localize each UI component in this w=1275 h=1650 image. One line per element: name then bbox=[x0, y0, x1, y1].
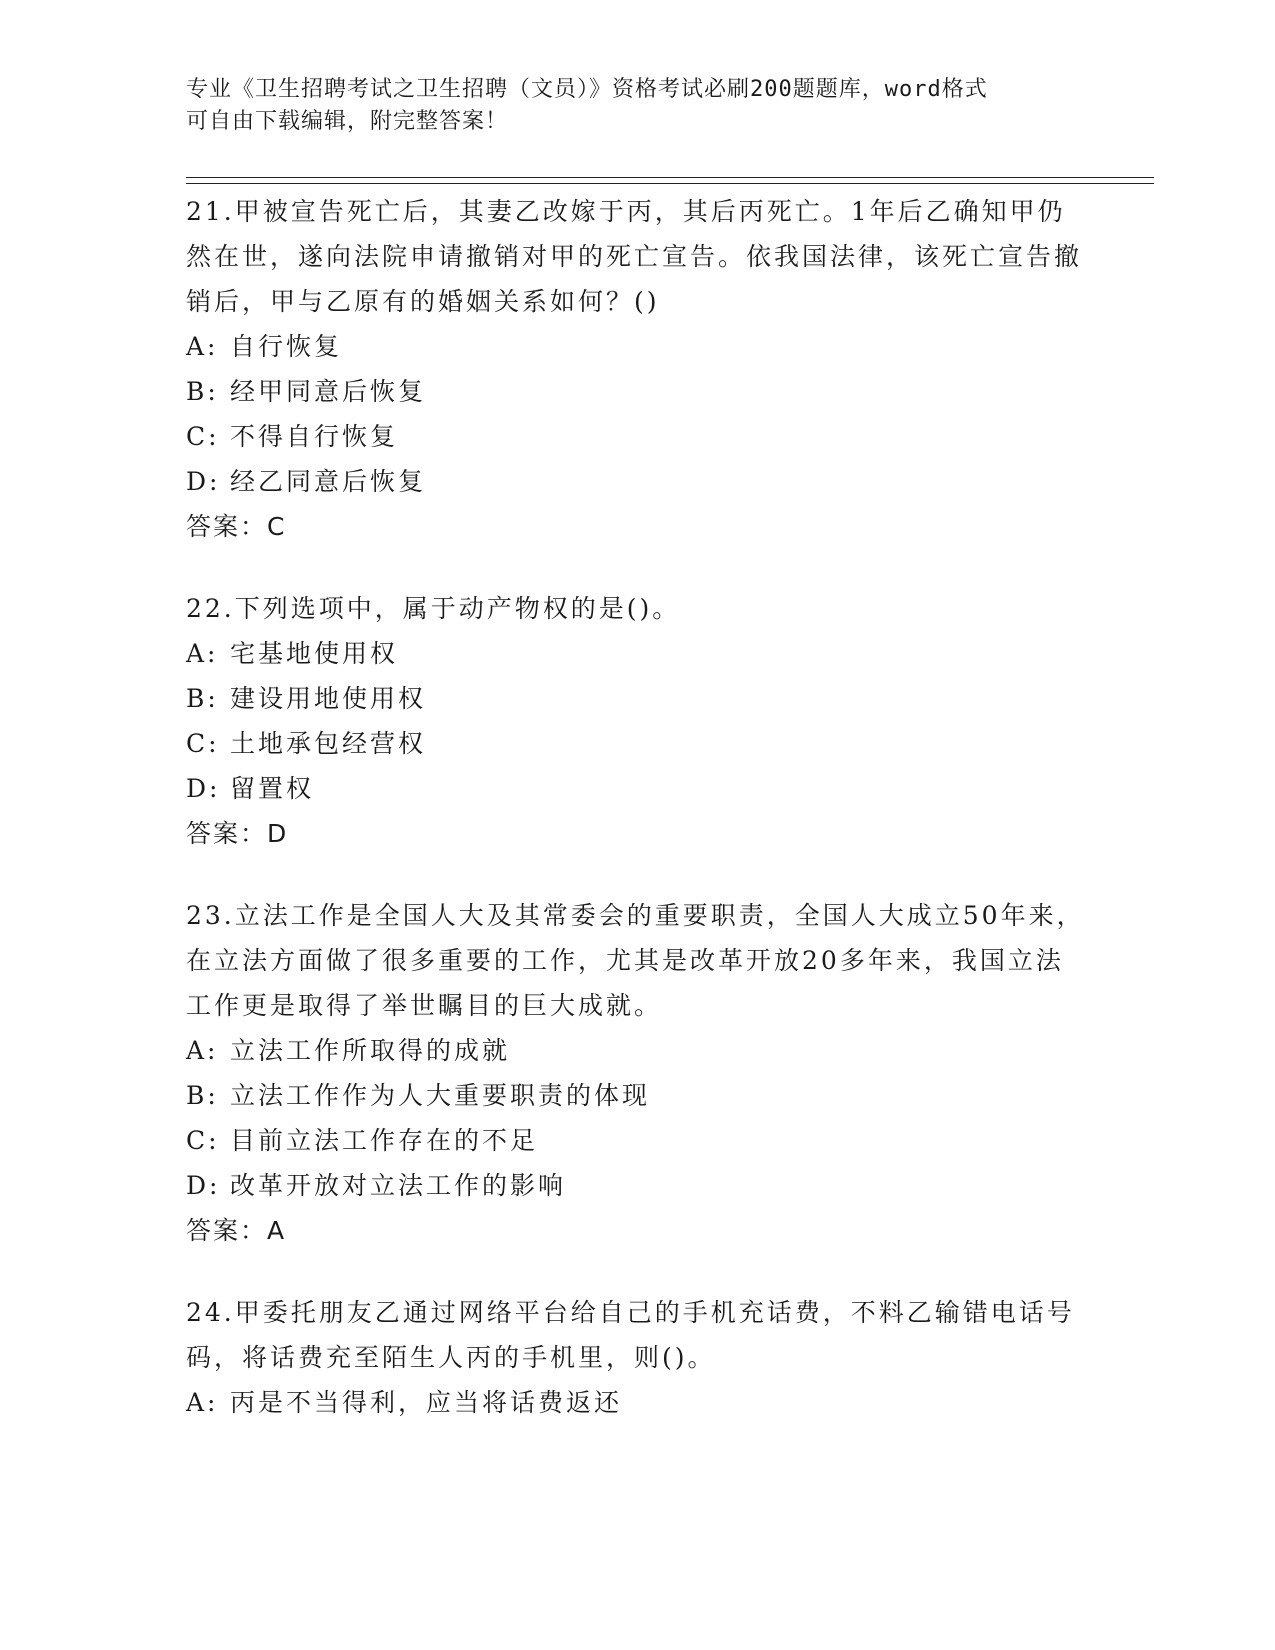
question-21 bbox=[186, 189, 1086, 549]
option-b bbox=[186, 1073, 1086, 1118]
option-text: 宅基地使用权 bbox=[230, 639, 399, 668]
option-text: 丙是不当得利，应当将话费返还 bbox=[230, 1388, 623, 1417]
option-c bbox=[186, 1118, 1086, 1163]
header-divider-bottom bbox=[186, 183, 1154, 184]
option-d bbox=[186, 1163, 1086, 1208]
header-divider-top bbox=[186, 177, 1154, 178]
option-key: B: bbox=[186, 1081, 219, 1110]
option-key: A: bbox=[186, 1036, 219, 1065]
option-a bbox=[186, 1380, 1086, 1425]
option-b bbox=[186, 676, 1086, 721]
option-text: 改革开放对立法工作的影响 bbox=[230, 1171, 567, 1200]
option-text: 不得自行恢复 bbox=[230, 422, 399, 451]
option-a bbox=[186, 631, 1086, 676]
question-23 bbox=[186, 893, 1086, 1253]
answer-line: 答案：A bbox=[186, 1216, 287, 1245]
option-b bbox=[186, 369, 1086, 414]
question-list bbox=[186, 189, 1086, 1462]
option-text: 经甲同意后恢复 bbox=[230, 377, 427, 406]
option-c bbox=[186, 414, 1086, 459]
answer-line: 答案：C bbox=[186, 512, 287, 541]
option-text: 留置权 bbox=[230, 774, 315, 803]
document-header bbox=[186, 74, 1086, 138]
option-key: C: bbox=[186, 422, 220, 451]
option-text: 土地承包经营权 bbox=[230, 729, 427, 758]
option-text: 立法工作作为人大重要职责的体现 bbox=[230, 1081, 651, 1110]
option-key: A: bbox=[186, 639, 219, 668]
option-key: C: bbox=[186, 1126, 220, 1155]
option-text: 立法工作所取得的成就 bbox=[230, 1036, 511, 1065]
header-line-2: 可自由下载编辑，附完整答案！ bbox=[186, 109, 509, 134]
option-a bbox=[186, 1028, 1086, 1073]
question-22 bbox=[186, 586, 1086, 856]
option-key: D: bbox=[186, 1171, 221, 1200]
answer-line: 答案：D bbox=[186, 819, 289, 848]
question-stem: 22.下列选项中，属于动产物权的是()。 bbox=[186, 594, 681, 623]
header-line-1: 专业《卫生招聘考试之卫生招聘（文员）》资格考试必刷200题题库，word格式 bbox=[186, 77, 988, 102]
question-stem: 21.甲被宣告死亡后，其妻乙改嫁于丙，其后丙死亡。1年后乙确知甲仍然在世，遂向法院申请撤销对甲的死亡宣告。依我国法律，该死亡宣告撤销后，甲与乙原有的婚姻关系如何？() bbox=[186, 197, 1083, 316]
option-key: B: bbox=[186, 684, 219, 713]
question-stem: 23.立法工作是全国人大及其常委会的重要职责，全国人大成立50年来，在立法方面做了很多重要的工作，尤其是改革开放20多年来，我国立法工作更是取得了举世瞩目的巨大成就。 bbox=[186, 901, 1085, 1020]
option-key: A: bbox=[186, 1388, 219, 1417]
option-text: 建设用地使用权 bbox=[230, 684, 427, 713]
option-c bbox=[186, 721, 1086, 766]
option-key: D: bbox=[186, 467, 221, 496]
option-text: 自行恢复 bbox=[230, 332, 343, 361]
question-24 bbox=[186, 1290, 1086, 1425]
option-key: D: bbox=[186, 774, 221, 803]
question-stem: 24.甲委托朋友乙通过网络平台给自己的手机充话费，不料乙输错电话号码，将话费充至陌生人丙的手机里，则()。 bbox=[186, 1298, 1075, 1372]
option-d bbox=[186, 766, 1086, 811]
option-a bbox=[186, 324, 1086, 369]
option-d bbox=[186, 459, 1086, 504]
option-key: A: bbox=[186, 332, 219, 361]
option-text: 目前立法工作存在的不足 bbox=[230, 1126, 539, 1155]
option-text: 经乙同意后恢复 bbox=[230, 467, 427, 496]
option-key: B: bbox=[186, 377, 219, 406]
option-key: C: bbox=[186, 729, 220, 758]
